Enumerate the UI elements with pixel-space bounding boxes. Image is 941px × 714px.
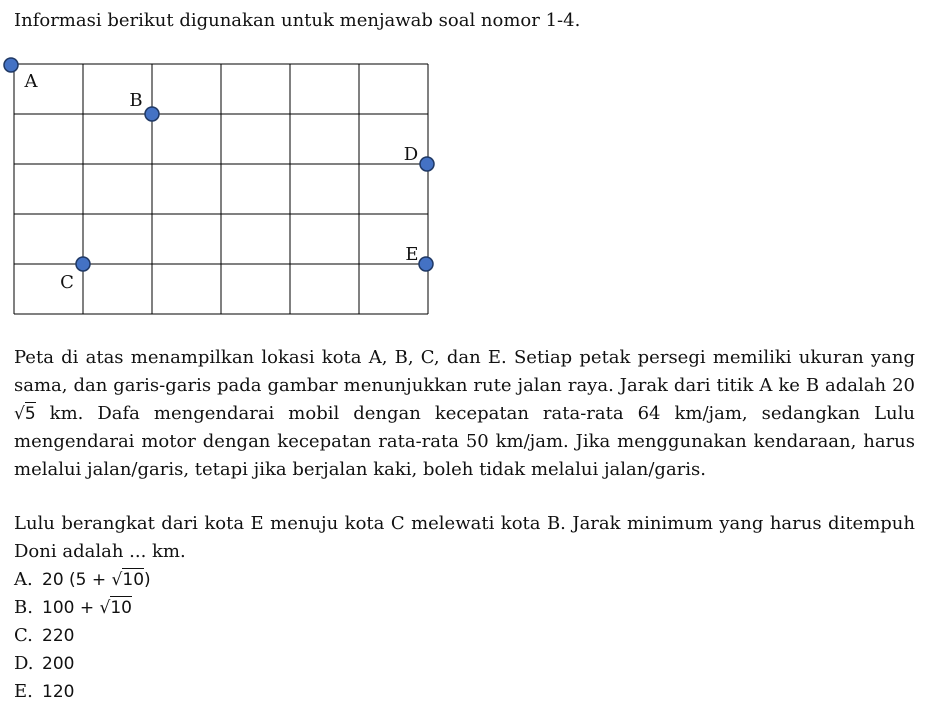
- city-label-e: E: [405, 244, 419, 265]
- answer-options: [14, 566, 151, 706]
- problem-description: Peta di atas menampilkan lokasi kota A, B, C, dan E. Setiap petak persegi memiliki ukuran yang sama, dan garis-garis pada gambar menunjukkan rute jalan raya. Jarak dari titik A ke B adalah 20√5 km. Dafa mengendarai mobil dengan kecepatan rata-rata 64 km/jam, sedangkan Lulu mengendarai motor dengan kecepatan rata-rata 50 km/jam. Jika menggunakan kendaraan, harus melalui jalan/garis, tetapi jika berjalan kaki, boleh tidak melalui jalan/garis.: [14, 347, 915, 480]
- city-point-e: [419, 257, 433, 271]
- city-label-c: C: [60, 272, 74, 293]
- option-e[interactable]: E. 120: [14, 681, 75, 702]
- option-c[interactable]: C. 220: [14, 625, 75, 646]
- city-label-d: D: [403, 144, 419, 165]
- city-point-c: [76, 257, 90, 271]
- intro-text: Informasi berikut digunakan untuk menjawab soal nomor 1-4.: [14, 10, 581, 31]
- city-point-b: [145, 107, 159, 121]
- road-grid-lines: [14, 64, 428, 314]
- city-label-b: B: [129, 90, 143, 111]
- option-d[interactable]: D. 200: [14, 653, 75, 674]
- city-point-a: [4, 58, 18, 72]
- option-a[interactable]: A. 20 (5 + √10): [14, 569, 151, 590]
- sqrt-expression: √5: [14, 404, 36, 424]
- city-points: [4, 58, 434, 293]
- city-label-a: A: [24, 71, 38, 92]
- option-b[interactable]: B. 100 + √10: [14, 597, 132, 618]
- city-point-d: [420, 157, 434, 171]
- city-map-grid: [0, 52, 450, 322]
- question-text: Lulu berangkat dari kota E menuju kota C melewati kota B. Jarak minimum yang harus ditempuh Doni adalah ... km.: [14, 513, 915, 562]
